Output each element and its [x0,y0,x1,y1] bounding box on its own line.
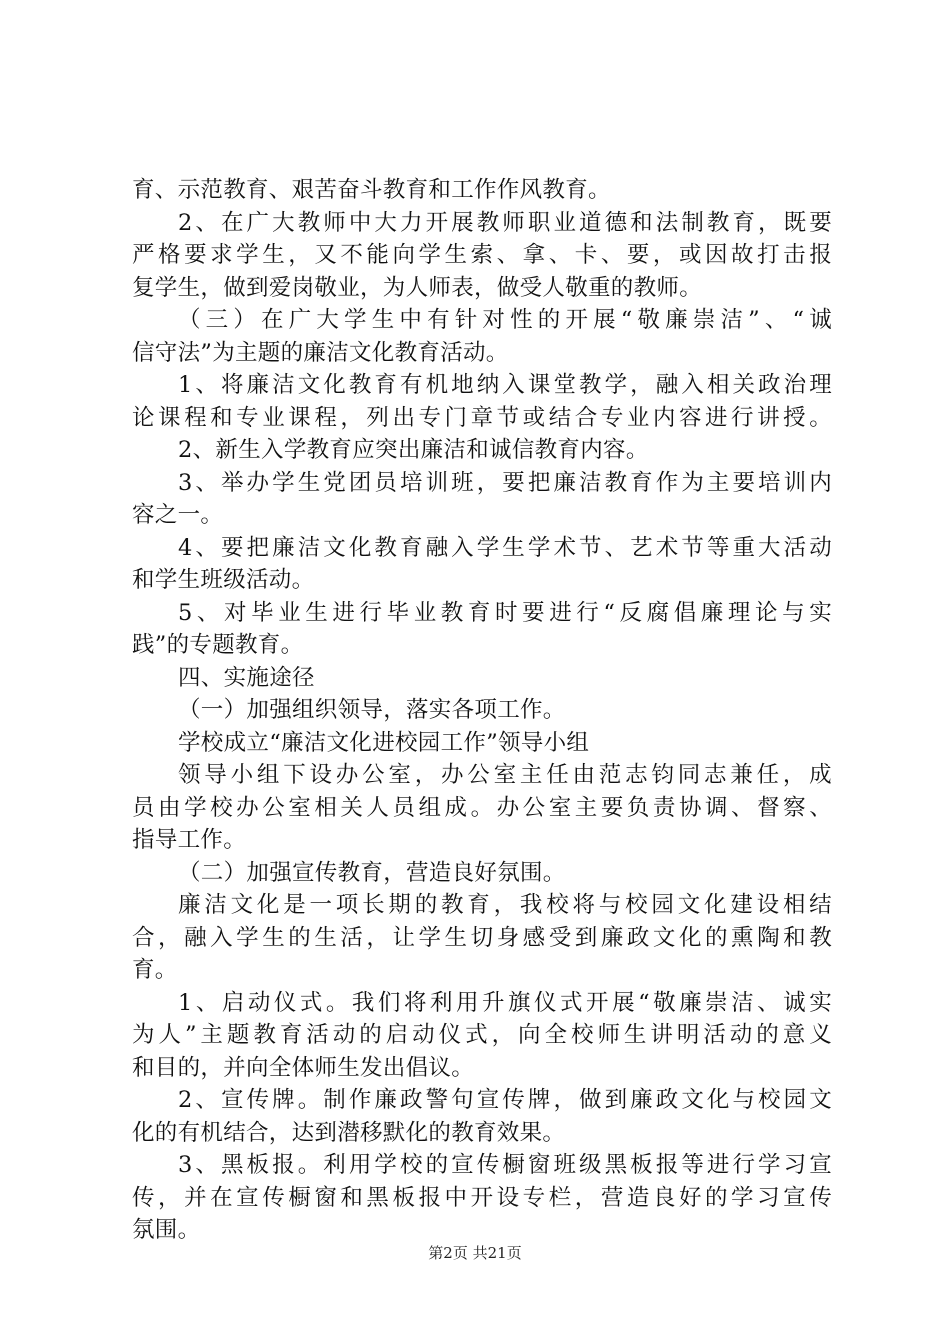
page-footer: 第2页 共21页 [428,1244,522,1262]
text-line: 指导工作。 [132,827,247,853]
text-line: 1、将廉洁文化教育有机地纳入课堂教学，融入相关政治理 [178,372,832,398]
text-line: 2、在广大教师中大力开展教师职业道德和法制教育，既要 [178,209,832,236]
text-line: 和学生班级活动。 [132,567,315,593]
text-line: 合，融入学生的生活，让学生切身感受到廉政文化的熏陶和教 [132,924,832,951]
text-line: 复学生，做到爱岗敬业，为人师表，做受人敬重的教师。 [132,274,703,301]
text-line: 育。 [132,957,178,983]
text-line: 容之一。 [132,502,224,528]
text-line: 领导小组下设办公室，办公室主任由范志钧同志兼任，成 [178,762,832,788]
text-line: 4、要把廉洁文化教育融入学生学术节、艺术节等重大活动 [178,534,832,561]
text-line: 2、宣传牌。制作廉政警句宣传牌，做到廉政文化与校园文 [178,1087,832,1113]
text-line: 5、对毕业生进行毕业教育时要进行“反腐倡廉理论与实 [178,599,832,626]
text-line: 育、示范教育、艰苦奋斗教育和工作作风教育。 [132,177,611,203]
text-line: 学校成立“廉洁文化进校园工作”领导小组 [178,729,590,756]
text-line: 廉洁文化是一项长期的教育，我校将与校园文化建设相结 [178,892,832,918]
text-line: （二）加强宣传教育，营造良好氛围。 [178,859,566,886]
document-body [132,174,832,1247]
text-line: 信守法”为主题的廉洁文化教育活动。 [132,339,509,366]
text-line: 严格要求学生，又不能向学生索、拿、卡、要，或因故打击报 [132,242,832,268]
text-line: 和目的，并向全体师生发出倡议。 [132,1054,475,1081]
text-line: 论课程和专业课程，列出专门章节或结合专业内容进行讲授。 [132,404,832,431]
text-line: 氛围。 [132,1217,201,1243]
text-line: 传，并在宣传橱窗和黑板报中开设专栏，营造良好的学习宣传 [132,1184,832,1211]
text-line: 1、启动仪式。我们将利用升旗仪式开展“敬廉崇洁、诚实 [178,989,832,1016]
text-line: （一）加强组织领导，落实各项工作。 [178,697,566,723]
text-line: 践”的专题教育。 [132,632,304,658]
text-line: 3、黑板报。利用学校的宣传橱窗班级黑板报等进行学习宣 [178,1152,832,1178]
text-line: 为人”主题教育活动的启动仪式，向全校师生讲明活动的意义 [132,1022,832,1048]
text-line: 员由学校办公室相关人员组成。办公室主要负责协调、督察、 [132,794,832,821]
text-line: 四、实施途径 [178,664,315,691]
text-line: 3、举办学生党团员培训班，要把廉洁教育作为主要培训内 [178,469,832,496]
text-line: 2、新生入学教育应突出廉洁和诚信教育内容。 [178,437,649,463]
text-line: 化的有机结合，达到潜移默化的教育效果。 [132,1119,566,1146]
text-line: （三）在广大学生中有针对性的开展“敬廉崇洁”、“诚 [178,307,832,333]
